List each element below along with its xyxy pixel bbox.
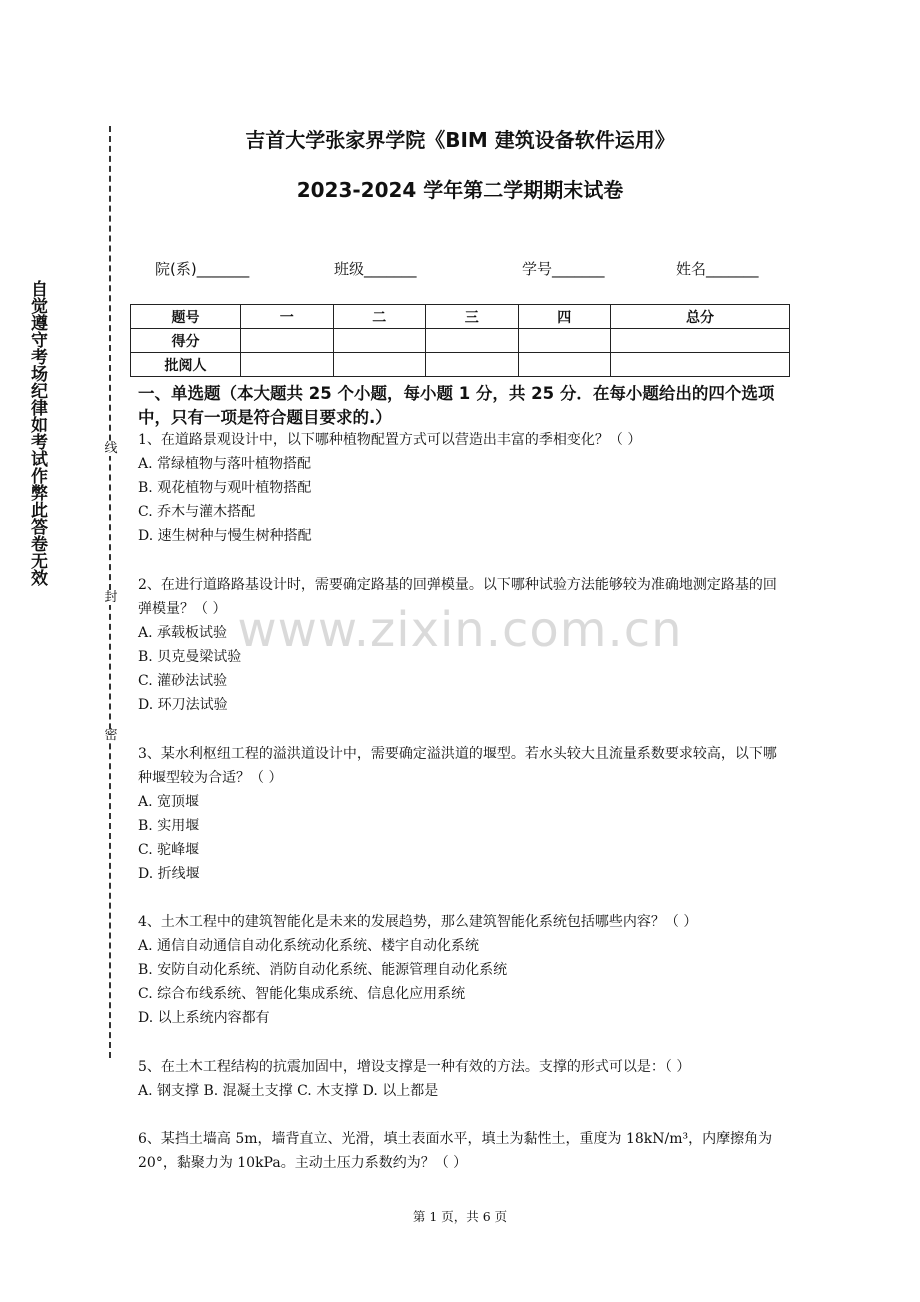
score-table: [130, 304, 790, 377]
watermark: www.zixin.com.cn: [237, 602, 683, 658]
binding-mark-mi: 密: [104, 728, 118, 743]
question-stem: 3、某水利枢纽工程的溢洪道设计中，需要确定溢洪道的堰型。若水头较大且流量系数要求较高，以下哪种堰型较为合适？（ ）: [138, 746, 777, 786]
option: B. 安防自动化系统、消防自动化系统、能源管理自动化系统: [138, 962, 508, 978]
option: D. 速生树种与慢生树种搭配: [138, 528, 312, 544]
header-cell: 题号: [131, 305, 241, 329]
option: A. 宽顶堰: [138, 794, 200, 810]
score-cell[interactable]: [611, 329, 790, 353]
grader-cell[interactable]: [426, 353, 519, 377]
option: B. 实用堰: [138, 818, 200, 834]
grader-cell[interactable]: [611, 353, 790, 377]
option: A. 通信自动通信自动化系统动化系统、楼宇自动化系统: [138, 938, 480, 954]
section-heading: 一、单选题（本大题共 25 个小题，每小题 1 分，共 25 分．在每小题给出的四个选项中，只有一项是符合题目要求的.）: [138, 384, 775, 427]
page-footer: 第 1 页，共 6 页: [412, 1209, 508, 1224]
question-stem: 4、土木工程中的建筑智能化是未来的发展趋势，那么建筑智能化系统包括哪些内容？（ ）: [138, 914, 698, 930]
header-cell: 一: [241, 305, 334, 329]
info-student-id: 学号_______: [522, 260, 605, 278]
score-cell[interactable]: [518, 329, 611, 353]
binding-mark-xian: 线: [104, 441, 118, 456]
option: C. 乔木与灌木搭配: [138, 504, 256, 520]
option: D. 折线堰: [138, 866, 200, 882]
question-6: [138, 1127, 790, 1175]
grader-row: [131, 353, 790, 377]
info-department: 院(系)_______: [155, 260, 250, 278]
question-stem: 6、某挡土墙高 5m，墙背直立、光滑，填土表面水平，填土为黏性土，重度为 18kN/m³，内摩擦角为 20°，黏聚力为 10kPa。主动土压力系数约为？（ ）: [138, 1131, 773, 1171]
info-name: 姓名_______: [676, 260, 759, 278]
grader-cell[interactable]: [518, 353, 611, 377]
grader-cell[interactable]: [333, 353, 426, 377]
question-3: [138, 742, 790, 886]
question-stem: 1、在道路景观设计中，以下哪种植物配置方式可以营造出丰富的季相变化？（ ）: [138, 432, 642, 448]
header-cell: 总分: [611, 305, 790, 329]
question-1: [138, 428, 790, 548]
score-cell[interactable]: [426, 329, 519, 353]
option: C. 驼峰堰: [138, 842, 200, 858]
exam-subtitle: 2023-2024 学年第二学期期末试卷: [296, 178, 624, 202]
question-stem: 5、在土木工程结构的抗震加固中，增设支撑是一种有效的方法。支撑的形式可以是：（ ）: [138, 1059, 691, 1075]
question-stem: 2、在进行道路路基设计时，需要确定路基的回弹模量。以下哪种试验方法能够较为准确地测定路基的回弹模量？（ ）: [138, 577, 777, 617]
score-cell[interactable]: [241, 329, 334, 353]
exam-title: 吉首大学张家界学院《BIM 建筑设备软件运用》: [245, 128, 675, 152]
exam-discipline-note: 自觉遵守考场纪律如考试作弊此答卷无效: [27, 280, 47, 586]
option: A. 承载板试验: [138, 625, 228, 641]
row-label: 得分: [131, 329, 241, 353]
header-cell: 四: [518, 305, 611, 329]
option: C. 综合布线系统、智能化集成系统、信息化应用系统: [138, 986, 466, 1002]
binding-mark-feng: 封: [104, 590, 118, 605]
header-cell: 三: [426, 305, 519, 329]
option: B. 贝克曼梁试验: [138, 649, 242, 665]
option: D. 以上系统内容都有: [138, 1010, 270, 1026]
question-5: [138, 1055, 790, 1103]
student-info-row: [130, 258, 790, 280]
option: A. 钢支撑 B. 混凝土支撑 C. 木支撑 D. 以上都是: [138, 1083, 439, 1099]
info-class: 班级_______: [334, 260, 417, 278]
score-table-header: [131, 305, 790, 329]
row-label: 批阅人: [131, 353, 241, 377]
score-row: [131, 329, 790, 353]
option: D. 环刀法试验: [138, 697, 228, 713]
score-cell[interactable]: [333, 329, 426, 353]
option: B. 观花植物与观叶植物搭配: [138, 480, 312, 496]
option: C. 灌砂法试验: [138, 673, 228, 689]
header-cell: 二: [333, 305, 426, 329]
question-4: [138, 910, 790, 1030]
grader-cell[interactable]: [241, 353, 334, 377]
option: A. 常绿植物与落叶植物搭配: [138, 456, 312, 472]
